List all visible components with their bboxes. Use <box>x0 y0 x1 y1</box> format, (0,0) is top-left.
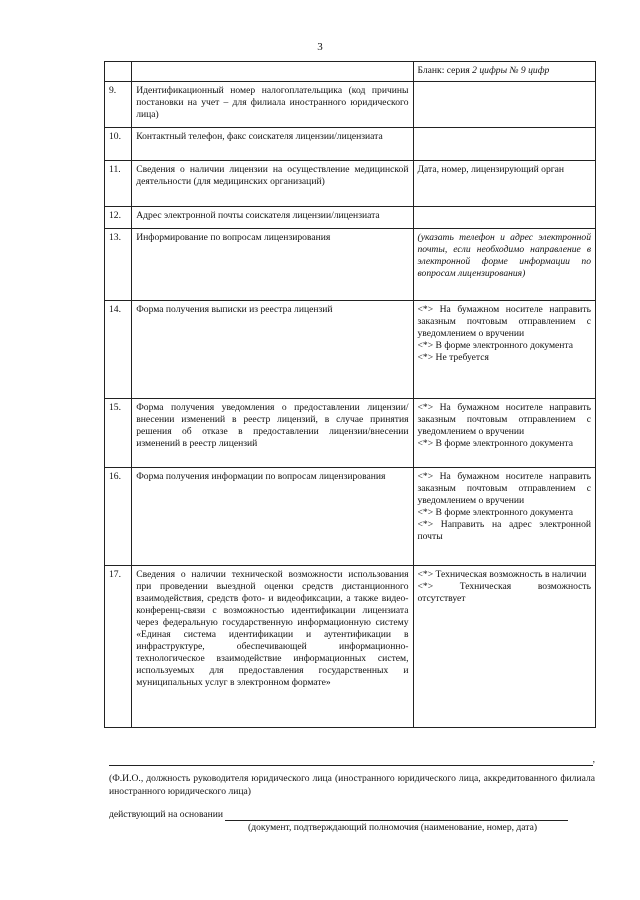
option-capability-absent[interactable]: <*> Техническая возможность отсутствует <box>417 581 591 604</box>
row-label-extract-form: Форма получения выписки из реестра лицензий <box>132 301 413 399</box>
table-row <box>105 229 596 301</box>
row-number: 15. <box>105 399 132 468</box>
row-number: 14. <box>105 301 132 399</box>
table-row <box>105 468 596 566</box>
row-label-informing: Информирование по вопросам лицензирования <box>132 229 413 301</box>
row-value-empty[interactable] <box>413 128 596 161</box>
row-value-informing-hint[interactable]: (указать телефон и адрес электронной почты, если необходимо направление в электронной форме информации по вопросам лицензирования) <box>413 229 596 301</box>
row-value-options <box>413 301 596 399</box>
option-paper[interactable]: <*> На бумажном носителе направить заказным почтовым отправлением с уведомлением о вручении <box>417 304 591 339</box>
basis-label: действующий на основании <box>109 809 224 820</box>
basis-caption: (документ, подтверждающий полномочия (наименование, номер, дата) <box>248 822 538 833</box>
row-label-phone-fax: Контактный телефон, факс соискателя лицензии/лицензиата <box>132 128 413 161</box>
option-electronic[interactable]: <*> В форме электронного документа <box>417 438 573 449</box>
row-label-info-form: Форма получения информации по вопросам лицензирования <box>132 468 413 566</box>
signature-block <box>109 754 595 766</box>
option-paper[interactable]: <*> На бумажном носителе направить заказным почтовым отправлением с уведомлением о вручении <box>417 471 591 506</box>
page-number: 3 <box>317 41 323 53</box>
signature-line[interactable] <box>109 765 593 766</box>
table-row <box>105 301 596 399</box>
application-form-table <box>104 61 596 728</box>
basis-document-line[interactable] <box>225 810 568 821</box>
row-number: 9. <box>105 82 132 128</box>
table-row <box>105 161 596 207</box>
option-capability-available[interactable]: <*> Техническая возможность в наличии <box>417 569 587 580</box>
table-row <box>105 207 596 229</box>
table-row <box>105 399 596 468</box>
table-row-header <box>105 62 596 82</box>
option-not-required[interactable]: <*> Не требуется <box>417 352 489 363</box>
row-label-medical-license: Сведения о наличии лицензии на осуществление медицинской деятельности (для медицинских организаций) <box>132 161 413 207</box>
row-label-notification-form: Форма получения уведомления о предоставлении лицензии/внесении изменений в реестр лицензий, в случае принятия решения об отказе в предоставлении лицензии/внесении изменений в реестр лицензий <box>132 399 413 468</box>
option-paper[interactable]: <*> На бумажном носителе направить заказным почтовым отправлением с уведомлением о вручении <box>417 402 591 437</box>
row-number: 12. <box>105 207 132 229</box>
option-email[interactable]: <*> Направить на адрес электронной почты <box>417 519 591 542</box>
row-value-options <box>413 399 596 468</box>
signature-comma: , <box>592 754 595 765</box>
row-label-cell <box>132 62 413 82</box>
row-value-license-details[interactable]: Дата, номер, лицензирующий орган <box>413 161 596 207</box>
blank-series-prefix: Бланк: серия <box>417 65 473 76</box>
table-row <box>105 128 596 161</box>
row-number: 10. <box>105 128 132 161</box>
fio-caption: (Ф.И.О., должность руководителя юридического лица (иностранного юридического лица, аккредитованного филиала иностранного юридического лица) <box>109 773 595 797</box>
row-number: 13. <box>105 229 132 301</box>
table-row <box>105 82 596 128</box>
blank-series-format: 2 цифры № 9 цифр <box>472 65 550 76</box>
option-electronic[interactable]: <*> В форме электронного документа <box>417 507 573 518</box>
row-number-cell <box>105 62 132 82</box>
row-value-empty[interactable] <box>413 82 596 128</box>
row-number: 17. <box>105 566 132 728</box>
row-label-email: Адрес электронной почты соискателя лицензии/лицензиата <box>132 207 413 229</box>
row-number: 11. <box>105 161 132 207</box>
row-value-options <box>413 468 596 566</box>
row-label-technical-capability: Сведения о наличии технической возможности использования при проведении выездной оценки средств дистанционного взаимодействия, средств фото- и видеофиксации, а также видео-конференц-связи с возможностью идентификации лицензиата через федеральную государственную информационную систему «Единая система идентификации и аутентификации в инфраструктуре, обеспечивающей информационно-технологическое взаимодействие информационных систем, используемых для предоставления государственных и муниципальных услуг в электронном формате» <box>132 566 413 728</box>
table-row <box>105 566 596 728</box>
blank-series-cell <box>413 62 596 82</box>
row-number: 16. <box>105 468 132 566</box>
row-label-inn: Идентификационный номер налогоплательщика (код причины постановки на учет – для филиала иностранного юридического лица) <box>132 82 413 128</box>
row-value-options <box>413 566 596 728</box>
basis-row <box>109 809 595 821</box>
row-value-empty[interactable] <box>413 207 596 229</box>
option-electronic[interactable]: <*> В форме электронного документа <box>417 340 573 351</box>
